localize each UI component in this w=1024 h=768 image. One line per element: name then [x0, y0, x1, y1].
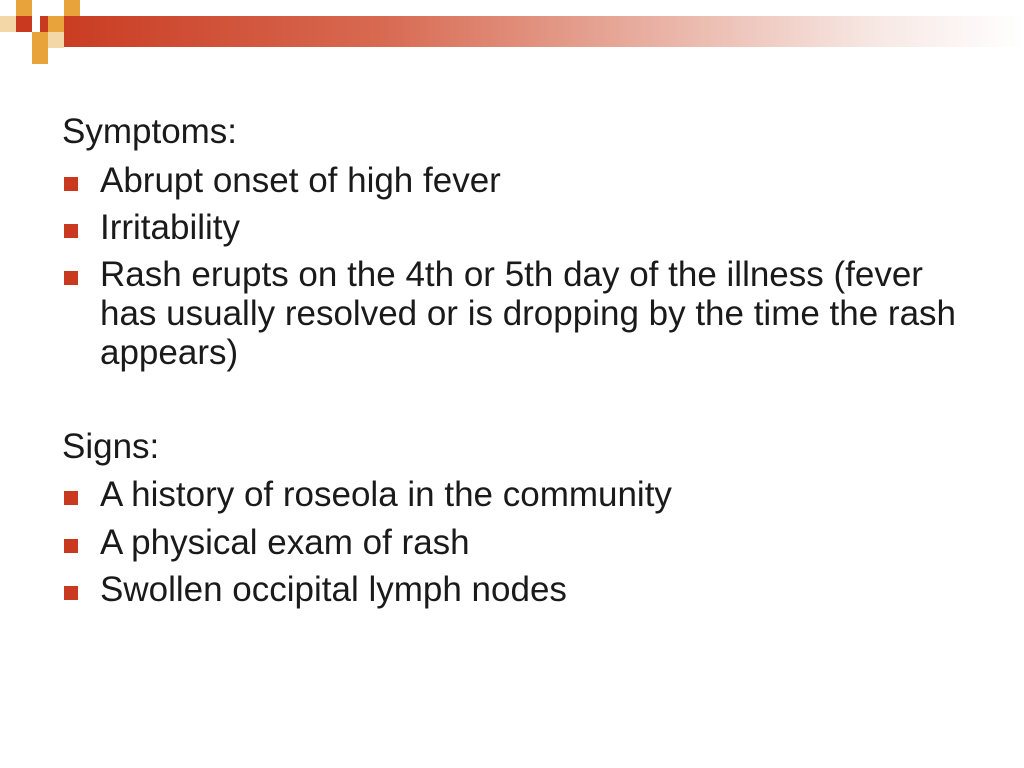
square-bullet-icon — [64, 491, 78, 505]
square-bullet-icon — [64, 224, 78, 238]
square-bullet-icon — [64, 586, 78, 600]
signs-heading: Signs: — [62, 427, 160, 466]
symptoms-heading: Symptoms: — [62, 112, 238, 151]
symptom-item-text: Abrupt onset of high fever — [100, 161, 501, 200]
symptom-item-text: Rash erupts on the 4th or 5th day of the illness (fever has usually resolved or is dropping by the time the rash appears) — [100, 255, 957, 372]
sign-item-text: A physical exam of rash — [100, 523, 470, 562]
square-bullet-icon — [64, 271, 78, 285]
square-bullet-icon — [64, 539, 78, 553]
sign-item-text: A history of roseola in the community — [100, 475, 672, 514]
square-bullet-icon — [64, 177, 78, 191]
sign-item-text: Swollen occipital lymph nodes — [100, 570, 567, 609]
symptom-item-text: Irritability — [100, 208, 241, 247]
